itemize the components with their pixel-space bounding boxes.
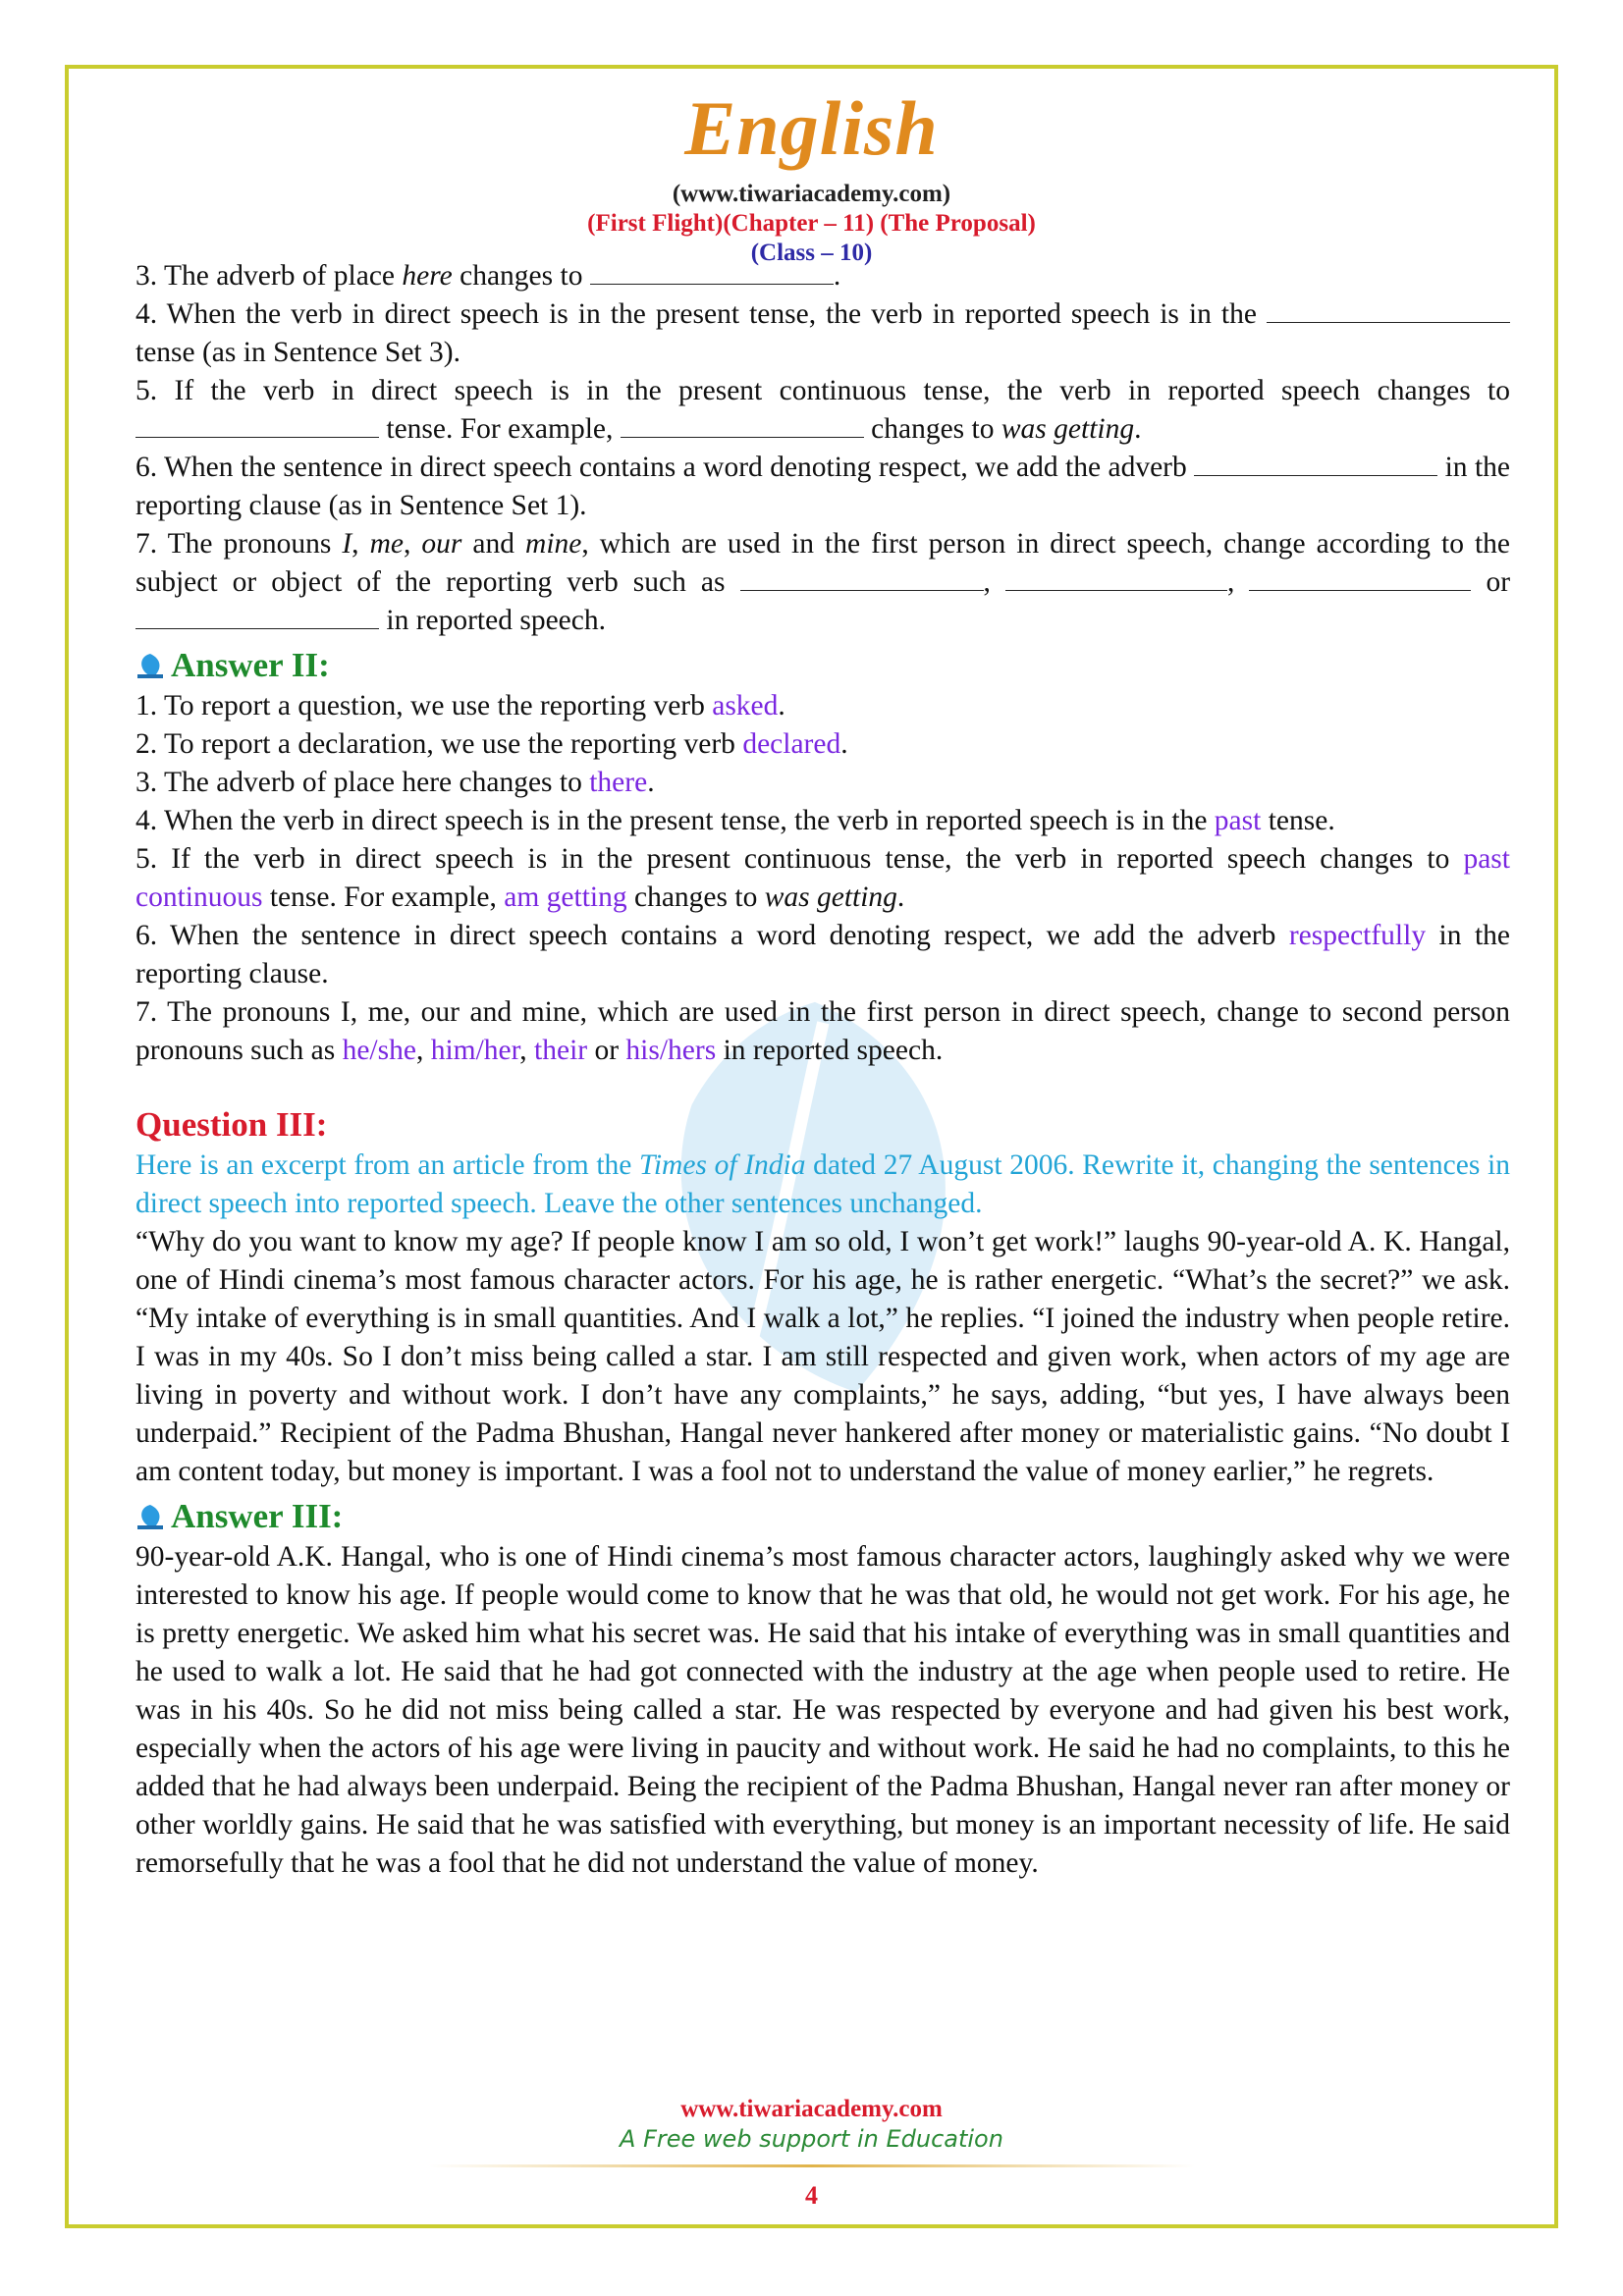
question-3-excerpt: “Why do you want to know my age? If people know I am so old, I won’t get work!” laughs 90-year-old A. K. Hangal, one of Hindi cinema’s most famous character actors. For his age, he is rather energetic. “What’s the secret?” we ask. “My intake of everything is in small quantities. And I walk a lot,” he replies. “I joined the industry when people retire. I was in my 40s. So I don’t miss being called a star. I am still respected and given work, when actors of my age are living in poverty and without work. I don’t have any complaints,” he says, adding, “but yes, I have always been underpaid.” Recipient of the Padma Bhushan, Hangal never hankered after money or materialistic gains. “No doubt I am content today, but money is important. I was a fool not to understand the value of money earlier,” he regrets. — [135, 1226, 1510, 1487]
blank — [1005, 570, 1227, 591]
answer-2-line-6: 6. When the sentence in direct speech contains a word denoting respect, we add the adverb respectfully in the reporting clause. — [135, 920, 1510, 989]
blank — [1267, 302, 1510, 323]
question-line-5: 5. If the verb in direct speech is in the present continuous tense, the verb in reported speech changes to tense. For example, changes to was getting. — [135, 375, 1510, 445]
answer-2-line-1: 1. To report a question, we use the reporting verb asked. — [135, 690, 785, 721]
answer-2-line-4: 4. When the verb in direct speech is in the present tense, the verb in reported speech is in the past tense. — [135, 805, 1335, 836]
answer-3-text: 90-year-old A.K. Hangal, who is one of Hindi cinema’s most famous character actors, laughingly asked why we were interested to know his age. If people would come to know that he was that old, he would not get work. For his age, he is pretty energetic. We asked him what his secret was. He said that his intake of everything was in small quantities and he used to walk a lot. He said that he had got connected with the industry at the age when people used to retire. He was in his 40s. So he did not miss being called a star. He was respected by everyone and had given his best work, especially when the actors of his age were living in paucity and without work. He said he had no complaints, to this he added that he had always been underpaid. Being the recipient of the Padma Bhushan, Hangal never ran after money or other worldly gains. He said that he was satisfied with everything, but money is an important necessity of life. He said remorsefully that he was a fool that he did not understand the value of money. — [135, 1541, 1510, 1879]
answer-2-line-5: 5. If the verb in direct speech is in the present continuous tense, the verb in reported speech changes to past continuous tense. For example, am getting changes to was getting. — [135, 843, 1510, 913]
page-content — [135, 257, 1510, 1883]
blank — [135, 609, 379, 629]
blank — [135, 417, 379, 438]
answer-2-line-7: 7. The pronouns I, me, our and mine, which are used in the first person in direct speech, change to second person pronouns such as he/she, him/her, their or his/hers in reported speech. — [135, 996, 1510, 1066]
question-3-instruction: Here is an excerpt from an article from the Times of India dated 27 August 2006. Rewrite it, changing the sentences in direct speech into reported speech. Leave the other sentences unchanged. — [135, 1149, 1510, 1219]
footer-site-link[interactable]: www.tiwariacademy.com — [680, 2096, 943, 2122]
page-header — [0, 84, 1623, 267]
blank — [740, 570, 984, 591]
question-line-4: 4. When the verb in direct speech is in the present tense, the verb in reported speech is in the tense (as in Sentence Set 3). — [135, 295, 1510, 372]
answer-2-heading: Answer II: — [135, 644, 1510, 687]
class-label: (Class – 10) — [750, 240, 873, 266]
page-footer — [0, 2096, 1623, 2211]
chapter-title: (First Flight)(Chapter – 11) (The Proposal) — [587, 210, 1036, 237]
leaf-logo-icon — [135, 1502, 165, 1531]
header-site: (www.tiwariacademy.com) — [672, 181, 951, 207]
answer-2-line-3: 3. The adverb of place here changes to there. — [135, 767, 655, 798]
blank — [1249, 570, 1471, 591]
footer-tagline: A Free web support in Education — [620, 2125, 1003, 2153]
answer-2-line-2: 2. To report a declaration, we use the reporting verb declared. — [135, 728, 848, 760]
footer-divider — [429, 2164, 1195, 2167]
subject-title: English — [684, 85, 939, 171]
question-line-3: 3. The adverb of place here changes to . — [135, 260, 841, 292]
blank — [1194, 455, 1437, 476]
blank — [621, 417, 864, 438]
question-line-6: 6. When the sentence in direct speech contains a word denoting respect, we add the adverb in the reporting clause (as in Sentence Set 1). — [135, 452, 1510, 521]
answer-3-heading: Answer III: — [135, 1495, 1510, 1538]
page-number: 4 — [805, 2181, 818, 2210]
leaf-logo-icon — [135, 651, 165, 680]
question-line-7: 7. The pronouns I, me, our and mine, which are used in the first person in direct speech, change according to the subject or object of the reporting verb such as , , or in reported speech. — [135, 528, 1511, 636]
blank — [590, 264, 834, 285]
question-3-heading: Question III: — [135, 1105, 328, 1144]
